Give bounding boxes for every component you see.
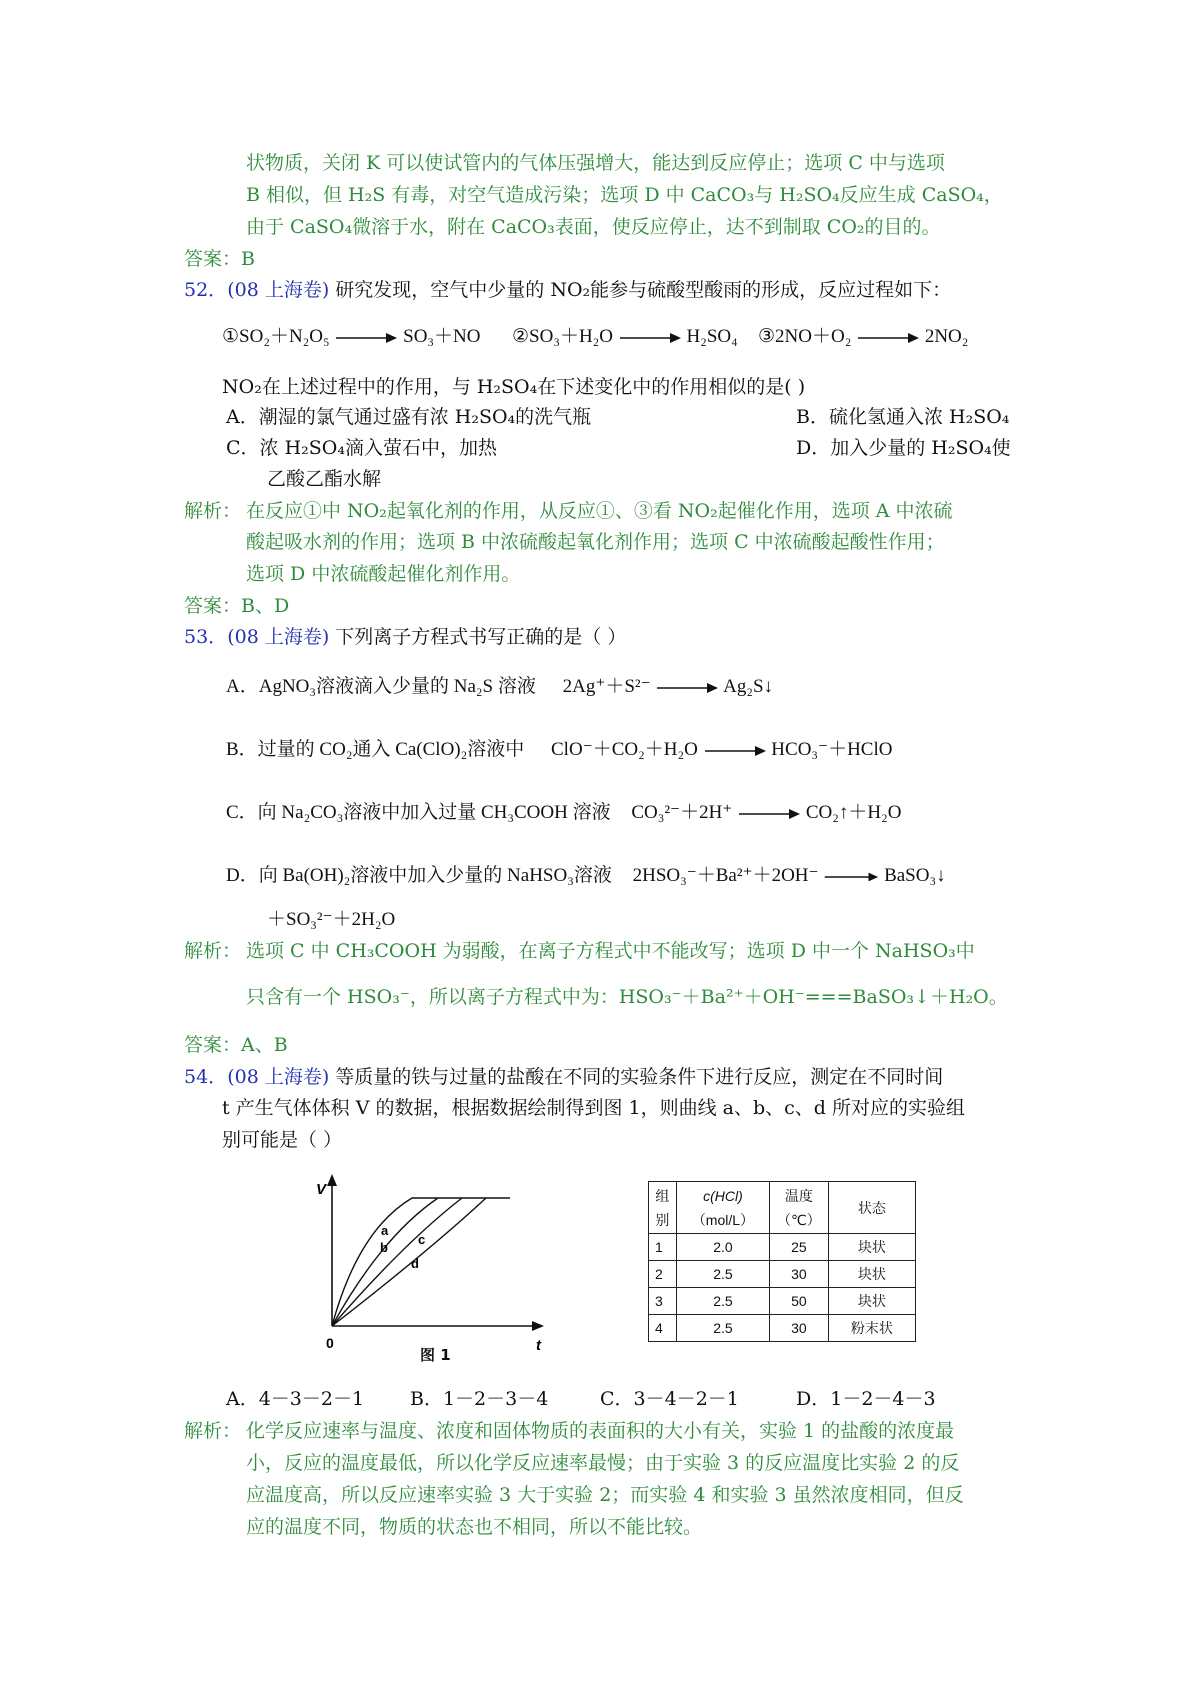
q52-reaction-3-left: ③2NO＋O₂ bbox=[758, 326, 852, 347]
table-cell: 4 bbox=[649, 1315, 677, 1342]
q52-stem: 研究发现，空气中少量的 NO₂能参与硫酸型酸雨的形成，反应过程如下： bbox=[335, 279, 952, 301]
reaction-arrow-icon bbox=[856, 332, 920, 344]
experiment-table bbox=[648, 1181, 916, 1342]
q52-number: 52． bbox=[184, 279, 228, 301]
q53-option-c-text: C．向 Na₂CO₃溶液中加入过量 CH₃COOH 溶液 bbox=[226, 802, 611, 823]
q53-answer-prefix: 答案： bbox=[184, 1034, 242, 1056]
q54-stem-line-1 bbox=[184, 1062, 943, 1092]
q53-analysis-line-2: 只含有一个 HSO₃⁻，所以离子方程式中为：HSO₃⁻＋Ba²⁺＋OH⁻===BaSO₃↓＋H₂O。 bbox=[246, 986, 1008, 1008]
q52-reaction-2 bbox=[512, 322, 738, 352]
q52-answer-prefix: 答案： bbox=[184, 595, 242, 617]
q52-option-d: D．加入少量的 H₂SO₄使 bbox=[796, 437, 1011, 459]
q53-option-d bbox=[226, 861, 946, 891]
reaction-arrow-icon bbox=[618, 332, 682, 344]
q53-option-b bbox=[226, 735, 892, 765]
table-cell: 2.0 bbox=[676, 1234, 769, 1261]
table-cell: 2.5 bbox=[676, 1288, 769, 1315]
reaction-arrow-icon bbox=[334, 332, 398, 344]
q53-number: 53． bbox=[184, 626, 228, 648]
curve-a bbox=[332, 1198, 510, 1326]
q54-analysis-line-2: 小，反应的温度最低，所以化学反应速率最慢；由于实验 3 的反应温度比实验 2 的反 bbox=[246, 1452, 960, 1474]
q54-option-b: B．1－2－3－4 bbox=[410, 1388, 549, 1410]
q51-answer: B bbox=[241, 248, 255, 270]
table-cell: 30 bbox=[770, 1261, 829, 1288]
q53-source: (08 上海卷) bbox=[227, 626, 330, 648]
y-axis-label: V bbox=[316, 1181, 327, 1198]
curve-label-d: d bbox=[411, 1256, 419, 1271]
table-header-group: 组 别 bbox=[649, 1182, 677, 1234]
q54-source: (08 上海卷) bbox=[227, 1066, 330, 1088]
curve-label-a: a bbox=[381, 1223, 389, 1238]
q53-option-b-left: ClO⁻＋CO₂＋H₂O bbox=[551, 739, 698, 760]
q54-option-c: C．3－4－2－1 bbox=[600, 1388, 739, 1410]
q52-reaction-1-left: ①SO₂＋N₂O₅ bbox=[222, 326, 330, 347]
curve-c bbox=[332, 1198, 462, 1326]
q54-analysis-line-1: 化学反应速率与温度、浓度和固体物质的表面积的大小有关，实验 1 的盐酸的浓度最 bbox=[246, 1420, 955, 1442]
figure-1-graph bbox=[300, 1170, 550, 1360]
q52-reaction-2-right: H₂SO₄ bbox=[686, 326, 738, 347]
x-axis-label: t bbox=[536, 1337, 541, 1354]
table-cell: 50 bbox=[770, 1288, 829, 1315]
table-cell: 块状 bbox=[828, 1261, 915, 1288]
origin-label: 0 bbox=[326, 1335, 334, 1351]
q53-option-a-right: Ag₂S↓ bbox=[723, 676, 774, 697]
q53-option-c-left: CO₃²⁻＋2H⁺ bbox=[631, 802, 733, 823]
table-header-state: 状态 bbox=[828, 1182, 915, 1234]
q51-analysis-line-1: 状物质，关闭 K 可以使试管内的气体压强增大，能达到反应停止；选项 C 中与选项 bbox=[246, 152, 945, 174]
table-cell: 25 bbox=[770, 1234, 829, 1261]
q53-option-d-cont: ＋SO₃²⁻＋2H₂O bbox=[267, 909, 396, 930]
table-cell: 30 bbox=[770, 1315, 829, 1342]
curve-label-b: b bbox=[380, 1240, 388, 1255]
table-row bbox=[649, 1288, 916, 1315]
table-row bbox=[649, 1234, 916, 1261]
table-row bbox=[649, 1315, 916, 1342]
q52-option-a: A．潮湿的氯气通过盛有浓 H₂SO₄的洗气瓶 bbox=[226, 406, 592, 428]
curve-label-c: c bbox=[418, 1232, 426, 1247]
q54-number: 54． bbox=[184, 1066, 228, 1088]
table-header-row bbox=[649, 1182, 916, 1234]
table-cell: 粉末状 bbox=[828, 1315, 915, 1342]
q52-source: (08 上海卷) bbox=[227, 279, 330, 301]
reaction-arrow-icon bbox=[737, 808, 801, 820]
curve-d bbox=[332, 1198, 486, 1326]
x-axis-arrow-icon bbox=[532, 1321, 544, 1331]
q54-analysis-line-4: 应的温度不同，物质的状态也不相同，所以不能比较。 bbox=[246, 1516, 703, 1538]
q53-option-d-right: BaSO₃↓ bbox=[884, 865, 946, 886]
table-cell: 3 bbox=[649, 1288, 677, 1315]
q54-analysis-line-3: 应温度高，所以反应速率实验 3 大于实验 2；而实验 4 和实验 3 虽然浓度相同，但反 bbox=[246, 1484, 964, 1506]
q51-answer-line bbox=[184, 244, 255, 274]
q52-answer-line bbox=[184, 591, 289, 621]
reaction-arrow-icon bbox=[655, 682, 719, 694]
q52-stem-line bbox=[184, 275, 951, 305]
q52-option-d-cont: 乙酸乙酯水解 bbox=[267, 468, 382, 490]
q52-reaction-1 bbox=[222, 322, 481, 352]
q52-analysis-line-3: 选项 D 中浓硫酸起催化剂作用。 bbox=[246, 563, 521, 585]
reaction-arrow-icon bbox=[823, 871, 879, 883]
q52-analysis-line-1: 在反应①中 NO₂起氧化剂的作用，从反应①、③看 NO₂起催化作用，选项 A 中浓硫 bbox=[246, 500, 953, 522]
q53-stem-line bbox=[184, 622, 626, 652]
q53-option-b-right: HCO₃⁻＋HClO bbox=[771, 739, 893, 760]
q51-analysis-line-2: B 相似，但 H₂S 有毒，对空气造成污染；选项 D 中 CaCO₃与 H₂SO₄反应生成 CaSO₄， bbox=[246, 184, 1003, 206]
curve-b bbox=[332, 1198, 438, 1326]
q53-stem: 下列离子方程式书写正确的是（ ） bbox=[335, 626, 627, 648]
q54-option-d: D．1－2－4－3 bbox=[796, 1388, 936, 1410]
q53-option-a bbox=[226, 672, 773, 702]
q52-reaction-3 bbox=[758, 322, 968, 352]
reaction-arrow-icon bbox=[703, 745, 767, 757]
table-cell: 块状 bbox=[828, 1288, 915, 1315]
q53-option-d-text: D．向 Ba(OH)₂溶液中加入少量的 NaHSO₃溶液 bbox=[226, 865, 612, 886]
q52-analysis-line-2: 酸起吸水剂的作用；选项 B 中浓硫酸起氧化剂作用；选项 C 中浓硫酸起酸性作用； bbox=[246, 531, 945, 553]
table-cell: 2 bbox=[649, 1261, 677, 1288]
table-cell: 块状 bbox=[828, 1234, 915, 1261]
table-header-temperature: 温度 （℃） bbox=[770, 1182, 829, 1234]
q53-analysis-line-1: 选项 C 中 CH₃COOH 为弱酸，在离子方程式中不能改写；选项 D 中一个 NaHSO₃中 bbox=[246, 940, 975, 962]
q53-option-c bbox=[226, 798, 901, 828]
q53-answer-line bbox=[184, 1030, 288, 1060]
q54-stem-1: 等质量的铁与过量的盐酸在不同的实验条件下进行反应，测定在不同时间 bbox=[335, 1066, 944, 1088]
q52-question: NO₂在上述过程中的作用，与 H₂SO₄在下述变化中的作用相似的是( ) bbox=[222, 376, 806, 398]
q54-option-a: A．4－3－2－1 bbox=[226, 1388, 365, 1410]
q53-option-b-text: B．过量的 CO₂通入 Ca(ClO)₂溶液中 bbox=[226, 739, 525, 760]
q53-option-a-text: A．AgNO₃溶液滴入少量的 Na₂S 溶液 bbox=[226, 676, 536, 697]
q52-reaction-1-right: SO₃＋NO bbox=[403, 326, 481, 347]
q53-option-c-right: CO₂↑＋H₂O bbox=[805, 802, 902, 823]
q51-answer-prefix: 答案： bbox=[184, 248, 242, 270]
y-axis-arrow-icon bbox=[327, 1174, 337, 1186]
q52-reaction-3-right: 2NO₂ bbox=[924, 326, 969, 347]
q52-option-b: B．硫化氢通入浓 H₂SO₄ bbox=[796, 406, 1010, 428]
q54-stem-line-3: 别可能是（ ） bbox=[222, 1129, 343, 1151]
q53-option-d-left: 2HSO₃⁻＋Ba²⁺＋2OH⁻ bbox=[632, 865, 819, 886]
q52-analysis-prefix: 解析： bbox=[184, 500, 242, 522]
table-row bbox=[649, 1261, 916, 1288]
q52-option-c: C．浓 H₂SO₄滴入萤石中，加热 bbox=[226, 437, 497, 459]
q52-reaction-2-left: ②SO₃＋H₂O bbox=[512, 326, 614, 347]
table-header-concentration: c(HCl) （mol/L） bbox=[676, 1182, 769, 1234]
q54-stem-line-2: t 产生气体体积 V 的数据，根据数据绘制得到图 1，则曲线 a、b、c、d 所对应的实验组 bbox=[222, 1097, 965, 1119]
q52-answer: B、D bbox=[241, 595, 290, 617]
table-cell: 2.5 bbox=[676, 1315, 769, 1342]
q51-analysis-line-3: 由于 CaSO₄微溶于水，附在 CaCO₃表面，使反应停止，达不到制取 CO₂的目的。 bbox=[246, 216, 941, 238]
table-cell: 1 bbox=[649, 1234, 677, 1261]
q54-analysis-prefix: 解析： bbox=[184, 1420, 242, 1442]
q53-answer: A、B bbox=[241, 1034, 288, 1056]
figure-1-caption: 图 1 bbox=[420, 1346, 451, 1364]
table-cell: 2.5 bbox=[676, 1261, 769, 1288]
q53-option-a-left: 2Ag⁺＋S²⁻ bbox=[562, 676, 651, 697]
q53-analysis-prefix: 解析： bbox=[184, 940, 242, 962]
